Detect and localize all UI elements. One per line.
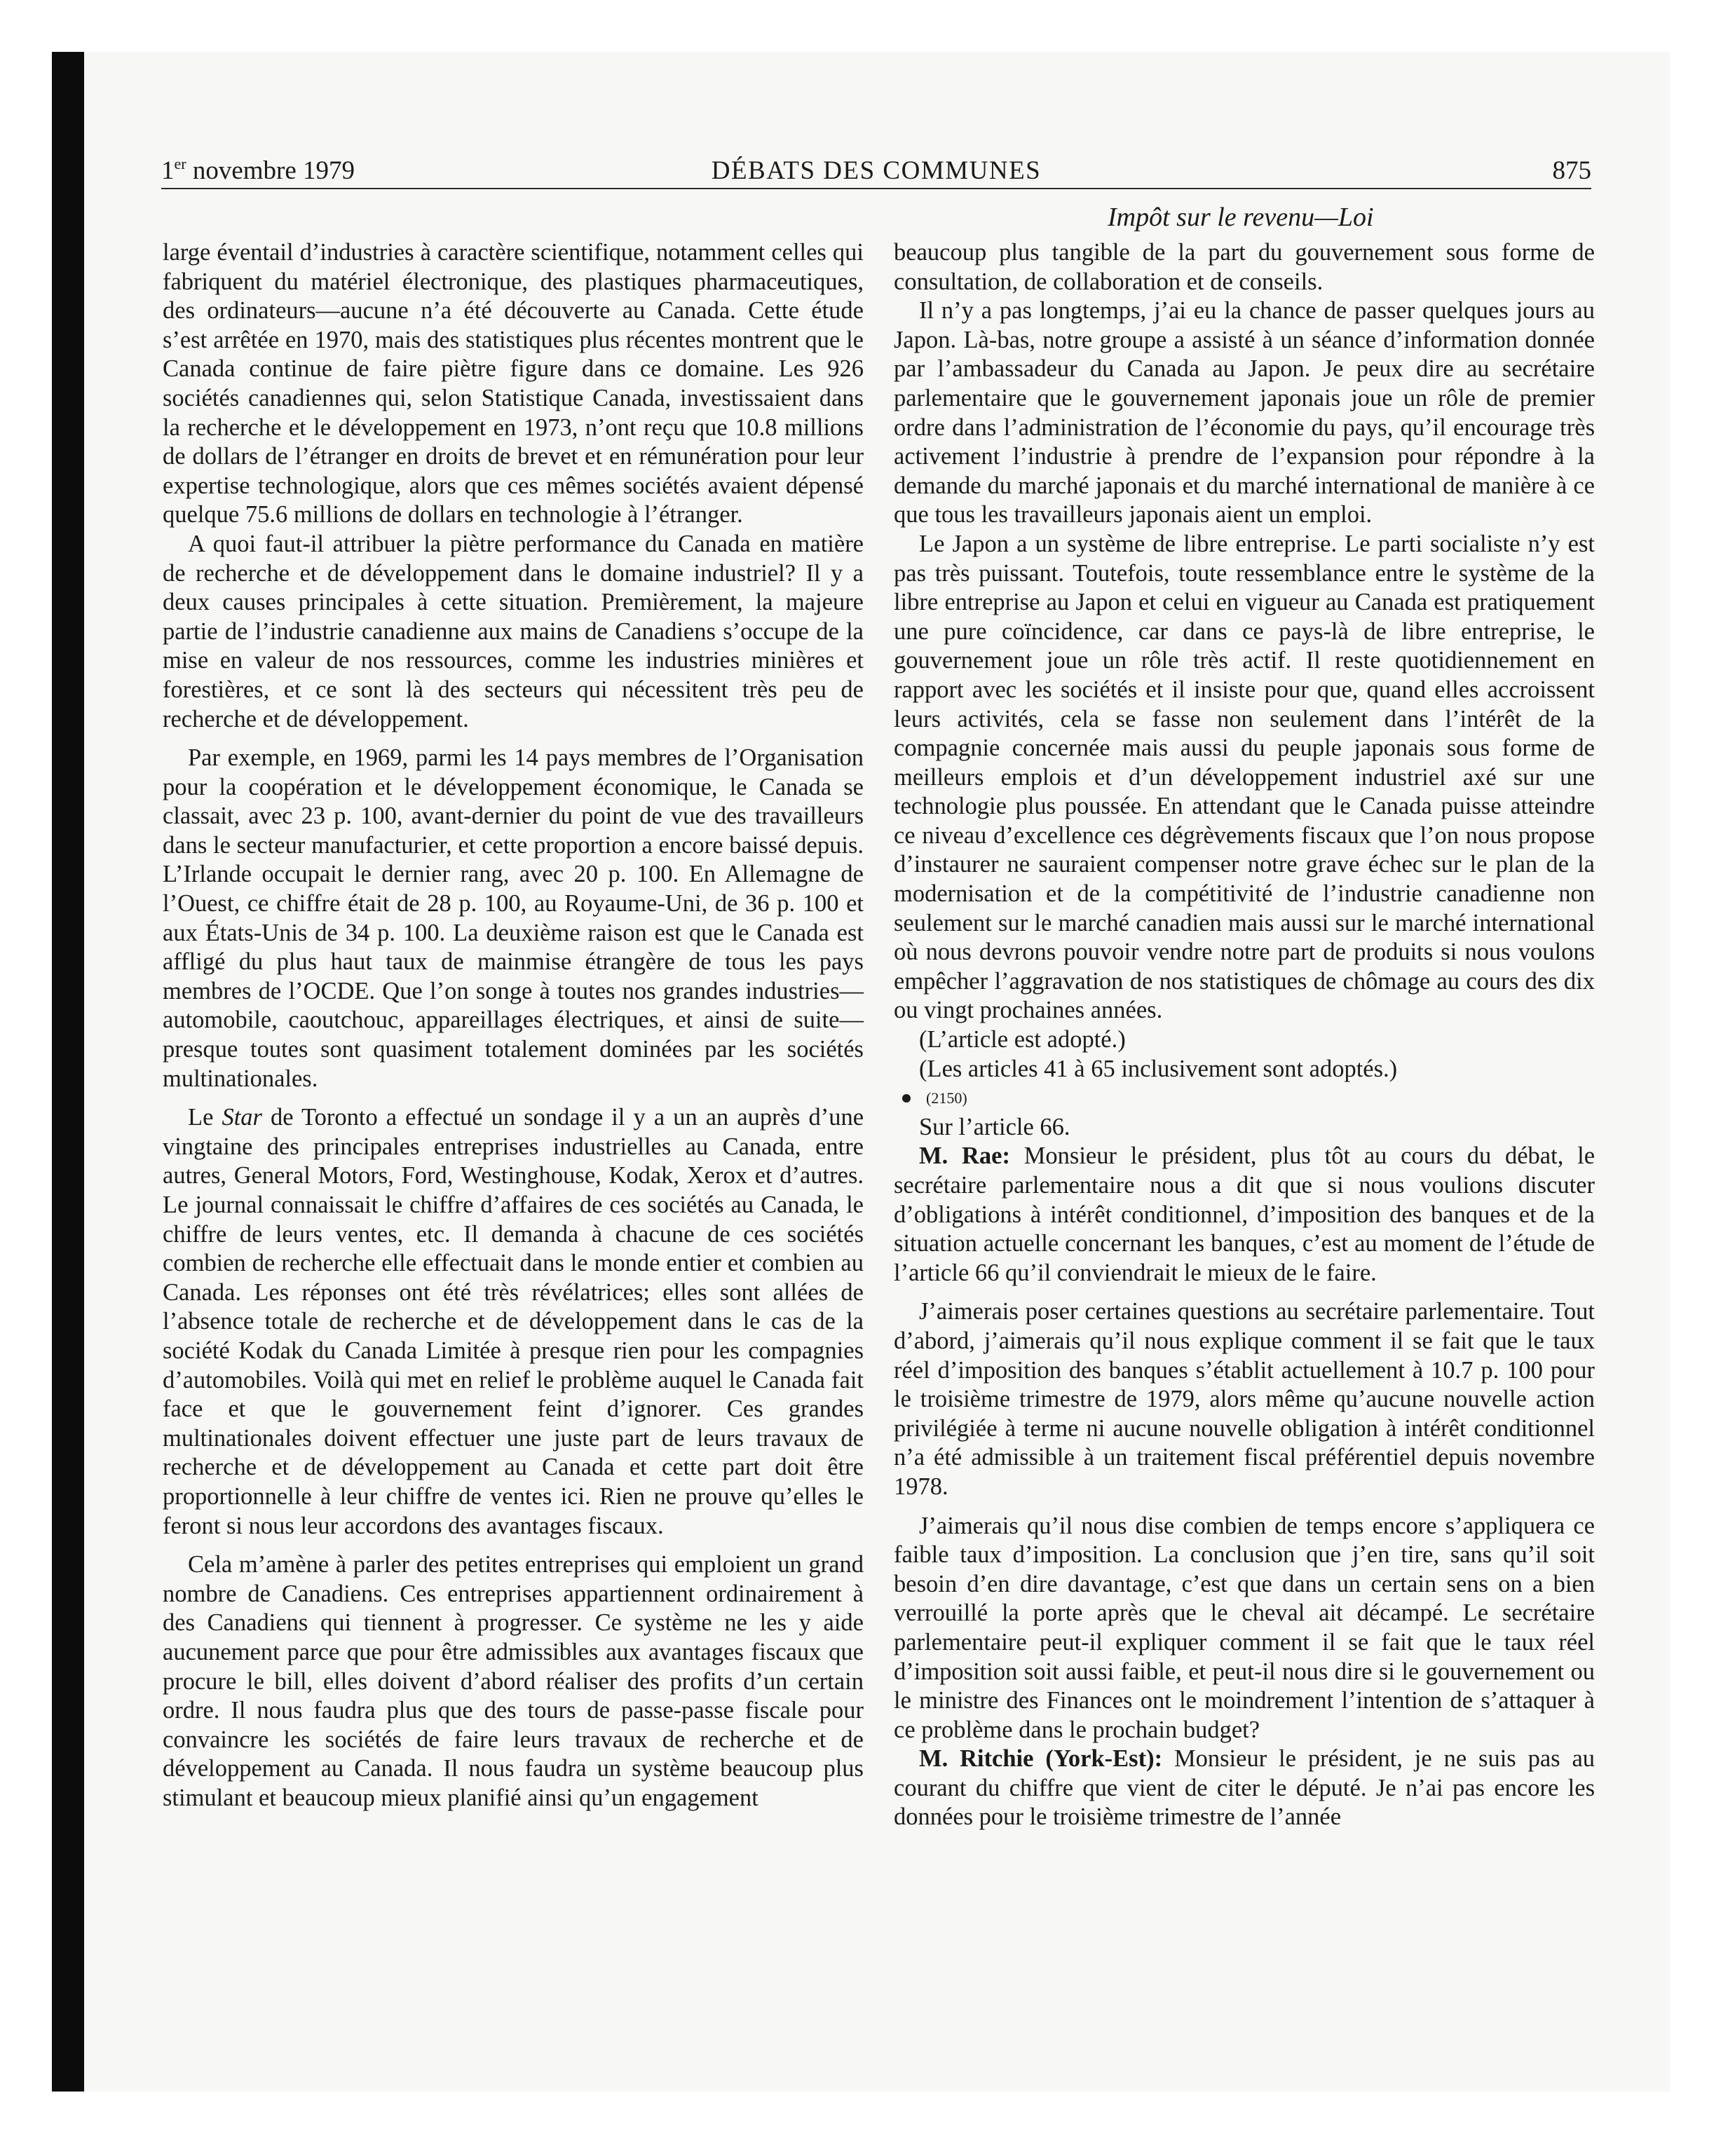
header-date: 1er novembre 1979 <box>161 155 355 185</box>
paragraph: Le Star de Toronto a effectué un sondage il y a un an auprès d’une vingtaine des principales entreprises industrielles au Canada, entre autres, General Motors, Ford, Westinghouse, Kodak, Xerox et d’autres. Le journal connaissait le chiffre d’affaires de ces sociétés au Canada, le chiffre de leurs ventes, etc. Il demanda à chacune de ces sociétés combien de recherche elle effectuait dans le monde entier et combien au Canada. Les réponses ont été très révélatrices; elles sont allées de l’absence totale de recherche et de développement dans le cas de la société Kodak du Canada Limitée à presque rien pour les compagnies d’automobiles. Voilà qui met en relief le problème auquel le Canada fait face et que le gouvernement feint d’ignorer. Ces grandes multinationales doivent effectuer une juste part de leurs travaux de recherche et de développement au Canada et cette part doit être proportionnelle à leur chiffre de ventes ici. Rien ne prouve qu’elles le feront si nous leur accordons des avantages fiscaux. <box>163 1104 864 1539</box>
time-stamp-row <box>894 1084 1595 1113</box>
adoption-notice: (Les articles 41 à 65 inclusivement sont adoptés.) <box>919 1055 1398 1082</box>
paragraph: Cela m’amène à parler des petites entreprises qui emploient un grand nombre de Canadiens. Ces entreprises appartiennent ordinairement à des Canadiens qui tiennent à progresser. Ce système ne les y aide aucunement parce que pour être admissibles aux avantages fiscaux que procure le bill, elles doivent d’abord réaliser des profits d’un certain ordre. Il nous faudra plus que des tours de passe-passe fiscale pour convaincre les sociétés de faire leurs travaux de recherche et de développement au Canada. Il nous faudra un système beaucoup plus stimulant et beaucoup mieux planifié ainsi qu’un engagement <box>163 1551 864 1811</box>
bullet-icon <box>902 1094 911 1103</box>
speaker-name: M. Ritchie (York-Est): <box>919 1745 1163 1773</box>
header-rule <box>161 188 1591 189</box>
paragraph: A quoi faut-il attribuer la piètre performance du Canada en matière de recherche et de développement dans le domaine industriel? Il y a deux causes principales à cette situation. Premièrement, la majeure partie de l’industrie canadienne aux mains de Canadiens s’occupe de la mise en valeur de nos ressources, comme les industries minières et forestières, et ce sont là des secteurs qui nécessitent très peu de recherche et de développement. <box>163 530 864 732</box>
adoption-notice: (L’article est adopté.) <box>919 1026 1126 1053</box>
time-stamp: (2150) <box>926 1089 967 1107</box>
article-heading: Sur l’article 66. <box>919 1113 1070 1140</box>
header-title: DÉBATS DES COMMUNES <box>711 156 1042 185</box>
speaker-name: M. Rae: <box>919 1142 1010 1170</box>
paragraph: Par exemple, en 1969, parmi les 14 pays membres de l’Organisation pour la coopération et le développement économique, le Canada se classait, avec 23 p. 100, avant-dernier du point de vue des travailleurs dans le secteur manufacturier, et cette proportion a encore baissé depuis. L’Irlande occupait le dernier rang, avec 20 p. 100. En Allemagne de l’Ouest, ce chiffre était de 28 p. 100, au Royaume-Uni, de 36 p. 100 et aux États-Unis de 34 p. 100. La deuxième raison est que le Canada est affligé du plus haut taux de mainmise étrangère de tous les pays membres de l’OCDE. Que l’on songe à toutes nos grandes industries—automobile, caoutchouc, appareillages électriques, et ainsi de suite—presque toutes sont quasiment totalement dominées par les sociétés multinationales. <box>163 744 864 1092</box>
running-head: Impôt sur le revenu—Loi <box>1108 203 1374 232</box>
newspaper-name: Star <box>222 1104 262 1131</box>
paragraph: M. Ritchie (York-Est): Monsieur le président, je ne suis pas au courant du chiffre que vient de citer le député. Je n’ai pas encore les données pour le troisième trimestre de l’année <box>894 1745 1595 1831</box>
page-number: 875 <box>1552 156 1591 185</box>
paragraph: Il n’y a pas longtemps, j’ai eu la chance de passer quelques jours au Japon. Là-bas, notre groupe a assisté à un séance d’information donnée par l’ambassadeur du Canada au Japon. Je peux dire au secrétaire parlementaire que le gouvernement japonais joue un rôle de premier ordre dans l’administration de l’économie du pays, qu’il encourage très activement l’industrie à prendre de l’expansion pour répondre à la demande du marché japonais et du marché international de manière à ce que tous les travailleurs japonais aient un emploi. <box>894 297 1595 528</box>
paragraph: Le Japon a un système de libre entreprise. Le parti socialiste n’y est pas très puissant. Toutefois, toute ressemblance entre le système de la libre entreprise au Japon et celui en vigueur au Canada est pratiquement une pure coïncidence, car dans ce pays-là de libre entreprise, le gouvernement joue un rôle très actif. Il reste quotidiennement en rapport avec les sociétés et il insiste pour que, quand elles accroissent leurs activités, cela se fasse non seulement dans l’intérêt de la compagnie concernée mais aussi du peuple japonais sous forme de meilleurs emplois et d’un développement industriel axé sur une technologie plus poussée. En attendant que le Canada puisse atteindre ce niveau d’excellence ces dégrèvements fiscaux que l’on nous propose d’instaurer ne sauraient compenser notre grave échec sur le plan de la modernisation et de la compétitivité de l’industrie canadienne non seulement sur le marché canadien mais aussi sur le marché international où nous devrons pouvoir vendre notre part de produits si nous voulons empêcher l’aggravation de nos statistiques de chômage au cours des dix ou vingt prochaines années. <box>894 530 1595 1024</box>
paragraph: large éventail d’industries à caractère scientifique, notamment celles qui fabriquent du matériel électronique, des plastiques pharmaceutiques, des ordinateurs—aucune n’a été découverte au Canada. Cette étude s’est arrêtée en 1970, mais des statistiques plus récentes montrent que le Canada continue de faire piètre figure dans ce domaine. Les 926 sociétés canadiennes qui, selon Statistique Canada, investissaient dans la recherche et le développement en 1973, n’ont reçu que 10.8 millions de dollars de l’étranger en droits de brevet et en rémunération pour leur expertise technologique, alors que ces mêmes sociétés avaient dépensé quelque 75.6 millions de dollars en technologie à l’étranger. <box>163 239 864 528</box>
paragraph: J’aimerais qu’il nous dise combien de temps encore s’appliquera ce faible taux d’imposition. La conclusion que j’en tire, sans qu’il soit besoin d’en dire davantage, c’est que dans un certain sens on a bien verrouillé la porte après que le cheval ait décampé. Le secrétaire parlementaire peut-il expliquer comment il se fait que le taux réel d’imposition soit aussi faible, et peut-il nous dire si le gouvernement ou le ministre des Finances ont le moindrement l’intention de s’attaquer à ce problème dans le prochain budget? <box>894 1512 1595 1743</box>
scan-border <box>52 52 84 2092</box>
paragraph: M. Rae: Monsieur le président, plus tôt au cours du débat, le secrétaire parlementaire nous a dit que si nous voulions discuter d’obligations à intérêt conditionnel, d’imposition des banques et de la situation actuelle concernant les banques, c’est au moment de l’étude de l’article 66 qu’il conviendrait le mieux de le faire. <box>894 1142 1595 1286</box>
right-column <box>894 238 1595 1832</box>
paragraph: J’aimerais poser certaines questions au secrétaire parlementaire. Tout d’abord, j’aimerais qu’il nous explique comment il se fait que le taux réel d’imposition des banques s’établit actuellement à 10.7 p. 100 pour le troisième trimestre de 1979, alors même qu’aucune nouvelle action privilégiée à terme ni aucune nouvelle obligation à intérêt conditionnel n’a été admissible à un traitement fiscal préférentiel depuis novembre 1978. <box>894 1298 1595 1500</box>
paragraph: beaucoup plus tangible de la part du gouvernement sous forme de consultation, de collaboration et de conseils. <box>894 239 1595 295</box>
page-header <box>161 156 1591 186</box>
left-column <box>163 238 864 1813</box>
